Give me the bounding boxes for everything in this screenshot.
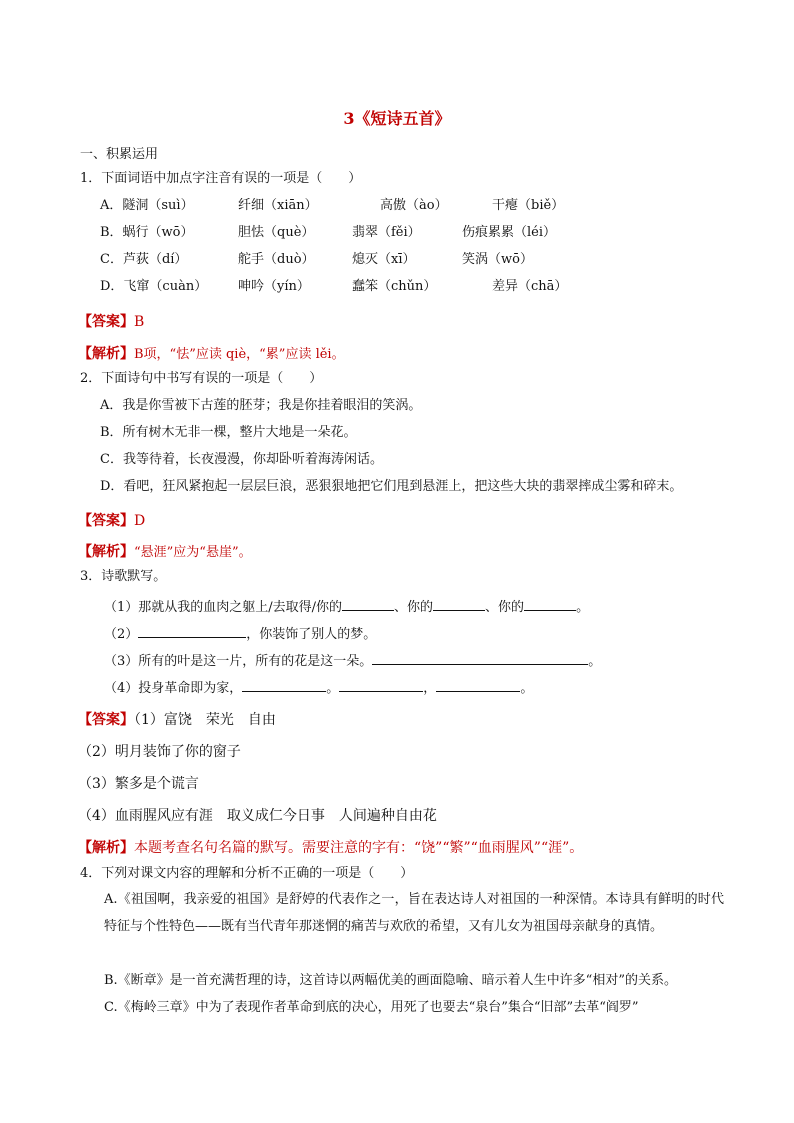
fill-text: 、你的 <box>485 600 525 615</box>
fill-text: （4）投身革命即为家， <box>104 681 243 696</box>
q1-c-1: C．芦荻（dí） <box>100 252 188 267</box>
q1-b-2: 胆怯（què） <box>238 225 315 240</box>
fill-text: 。 <box>520 681 534 696</box>
q1-a-2: 纤细（xiān） <box>238 198 318 213</box>
q2-answer <box>78 511 145 531</box>
fill-blank <box>433 596 485 611</box>
q1-answer <box>78 312 144 332</box>
q4-option-b: B.《断章》是一首充满哲理的诗，这首诗以两幅优美的画面隐喻、暗示着人生中许多“相对”的关系。 <box>104 973 677 988</box>
q1-a-3: 高傲（ào） <box>380 198 448 213</box>
q1-b-3: 翡翠（fěi） <box>352 225 421 240</box>
answer-tag: 【答案】 <box>78 513 134 529</box>
q1-d-3: 蠢笨（chǔn） <box>352 279 437 294</box>
analysis-tag: 【解析】 <box>78 840 134 856</box>
q1-c-3: 熄灭（xī） <box>352 252 416 267</box>
q1-a-4: 干瘪（biě） <box>492 198 565 213</box>
answer-line-1: （1）富饶 荣光 自由 <box>134 712 276 728</box>
q3-fill-1 <box>104 596 589 618</box>
q3-fill-3 <box>104 650 601 672</box>
question-3-stem: 3．诗歌默写。 <box>80 569 167 584</box>
q3-fill-4 <box>104 677 533 699</box>
fill-blank <box>242 677 326 692</box>
page-title: 3《短诗五首》 <box>343 109 451 128</box>
fill-text: ，你装饰了别人的梦。 <box>246 627 377 642</box>
fill-text: 、你的 <box>394 600 434 615</box>
q3-fill-2 <box>104 623 376 645</box>
q2-analysis <box>78 542 252 563</box>
answer-tag: 【答案】 <box>78 712 134 728</box>
q2-option-a: A．我是你雪被下古莲的胚芽；我是你挂着眼泪的笑涡。 <box>100 398 422 413</box>
fill-blank <box>138 623 246 638</box>
q1-b-1: B．蜗行（wō） <box>100 225 194 240</box>
q3-answer-line-2: （2）明月装饰了你的窗子 <box>78 744 241 760</box>
analysis-tag: 【解析】 <box>78 346 134 362</box>
answer-value: B <box>134 314 145 330</box>
q1-c-4: 笑涡（wō） <box>462 252 533 267</box>
fill-text: （3）所有的叶是这一片，所有的花是这一朵。 <box>104 654 373 669</box>
q1-b-4: 伤痕累累（léi） <box>462 225 557 240</box>
analysis-text: B项，“怯”应读 qiè，“累”应读 lěi。 <box>134 347 345 362</box>
fill-blank <box>372 650 588 665</box>
q4-option-c: C.《梅岭三章》中为了表现作者革命到底的决心，用死了也要去“泉台”集合“旧部”去革“阎罗” <box>104 1000 639 1015</box>
q2-option-d: D．看吧，狂风紧抱起一层层巨浪，恶狠狠地把它们甩到悬涯上，把这些大块的翡翠摔成尘雾和碎末。 <box>100 479 683 494</box>
analysis-text: “悬涯”应为“悬崖”。 <box>134 545 252 560</box>
q3-answer-line-4: （4）血雨腥风应有涯 取义成仁今日事 人间遍种自由花 <box>78 808 437 824</box>
question-4-stem: 4．下列对课文内容的理解和分析不正确的一项是（ ） <box>80 866 414 881</box>
analysis-tag: 【解析】 <box>78 544 134 560</box>
q1-d-4: 差异（chā） <box>492 279 568 294</box>
q1-d-2: 呻吟（yín） <box>238 279 310 294</box>
fill-text: （2） <box>104 627 139 642</box>
analysis-text: 本题考查名句名篇的默写。需要注意的字有：“饶”“繁”“血雨腥风”“涯”。 <box>134 840 584 856</box>
fill-text: 。 <box>576 600 590 615</box>
fill-text: ， <box>423 681 437 696</box>
fill-text: （1）那就从我的血肉之躯上/去取得/你的 <box>104 600 343 615</box>
q4-option-a: A.《祖国啊，我亲爱的祖国》是舒婷的代表作之一，旨在表达诗人对祖国的一种深情。本诗具有鲜明的时代特征与个性特色——既有当代青年那迷惘的痛苦与欢欣的希望，又有儿女为祖国母亲献身的真情。 <box>104 892 724 934</box>
fill-blank <box>342 596 394 611</box>
q2-option-b: B．所有树木无非一棵，整片大地是一朵花。 <box>100 425 357 440</box>
q3-analysis <box>78 838 583 858</box>
q1-d-1: D．飞窜（cuàn） <box>100 279 208 294</box>
q1-a-1: A．隧洞（suì） <box>100 198 194 213</box>
fill-text: 。 <box>326 681 340 696</box>
answer-tag: 【答案】 <box>78 314 134 330</box>
fill-text: 。 <box>588 654 602 669</box>
question-1-stem: 1．下面词语中加点字注音有误的一项是（ ） <box>80 171 362 186</box>
fill-blank <box>524 596 576 611</box>
q3-answer <box>78 710 276 730</box>
fill-blank <box>339 677 423 692</box>
q1-analysis <box>78 344 345 365</box>
fill-blank <box>436 677 520 692</box>
question-2-stem: 2．下面诗句中书写有误的一项是（ ） <box>80 371 323 386</box>
section-heading: 一、积累运用 <box>80 147 159 162</box>
q1-c-2: 舵手（duò） <box>238 252 315 267</box>
answer-value: D <box>134 513 146 529</box>
q2-option-c: C．我等待着，长夜漫漫，你却卧听着海涛闲话。 <box>100 452 383 467</box>
q3-answer-line-3: （3）繁多是个谎言 <box>78 776 199 792</box>
